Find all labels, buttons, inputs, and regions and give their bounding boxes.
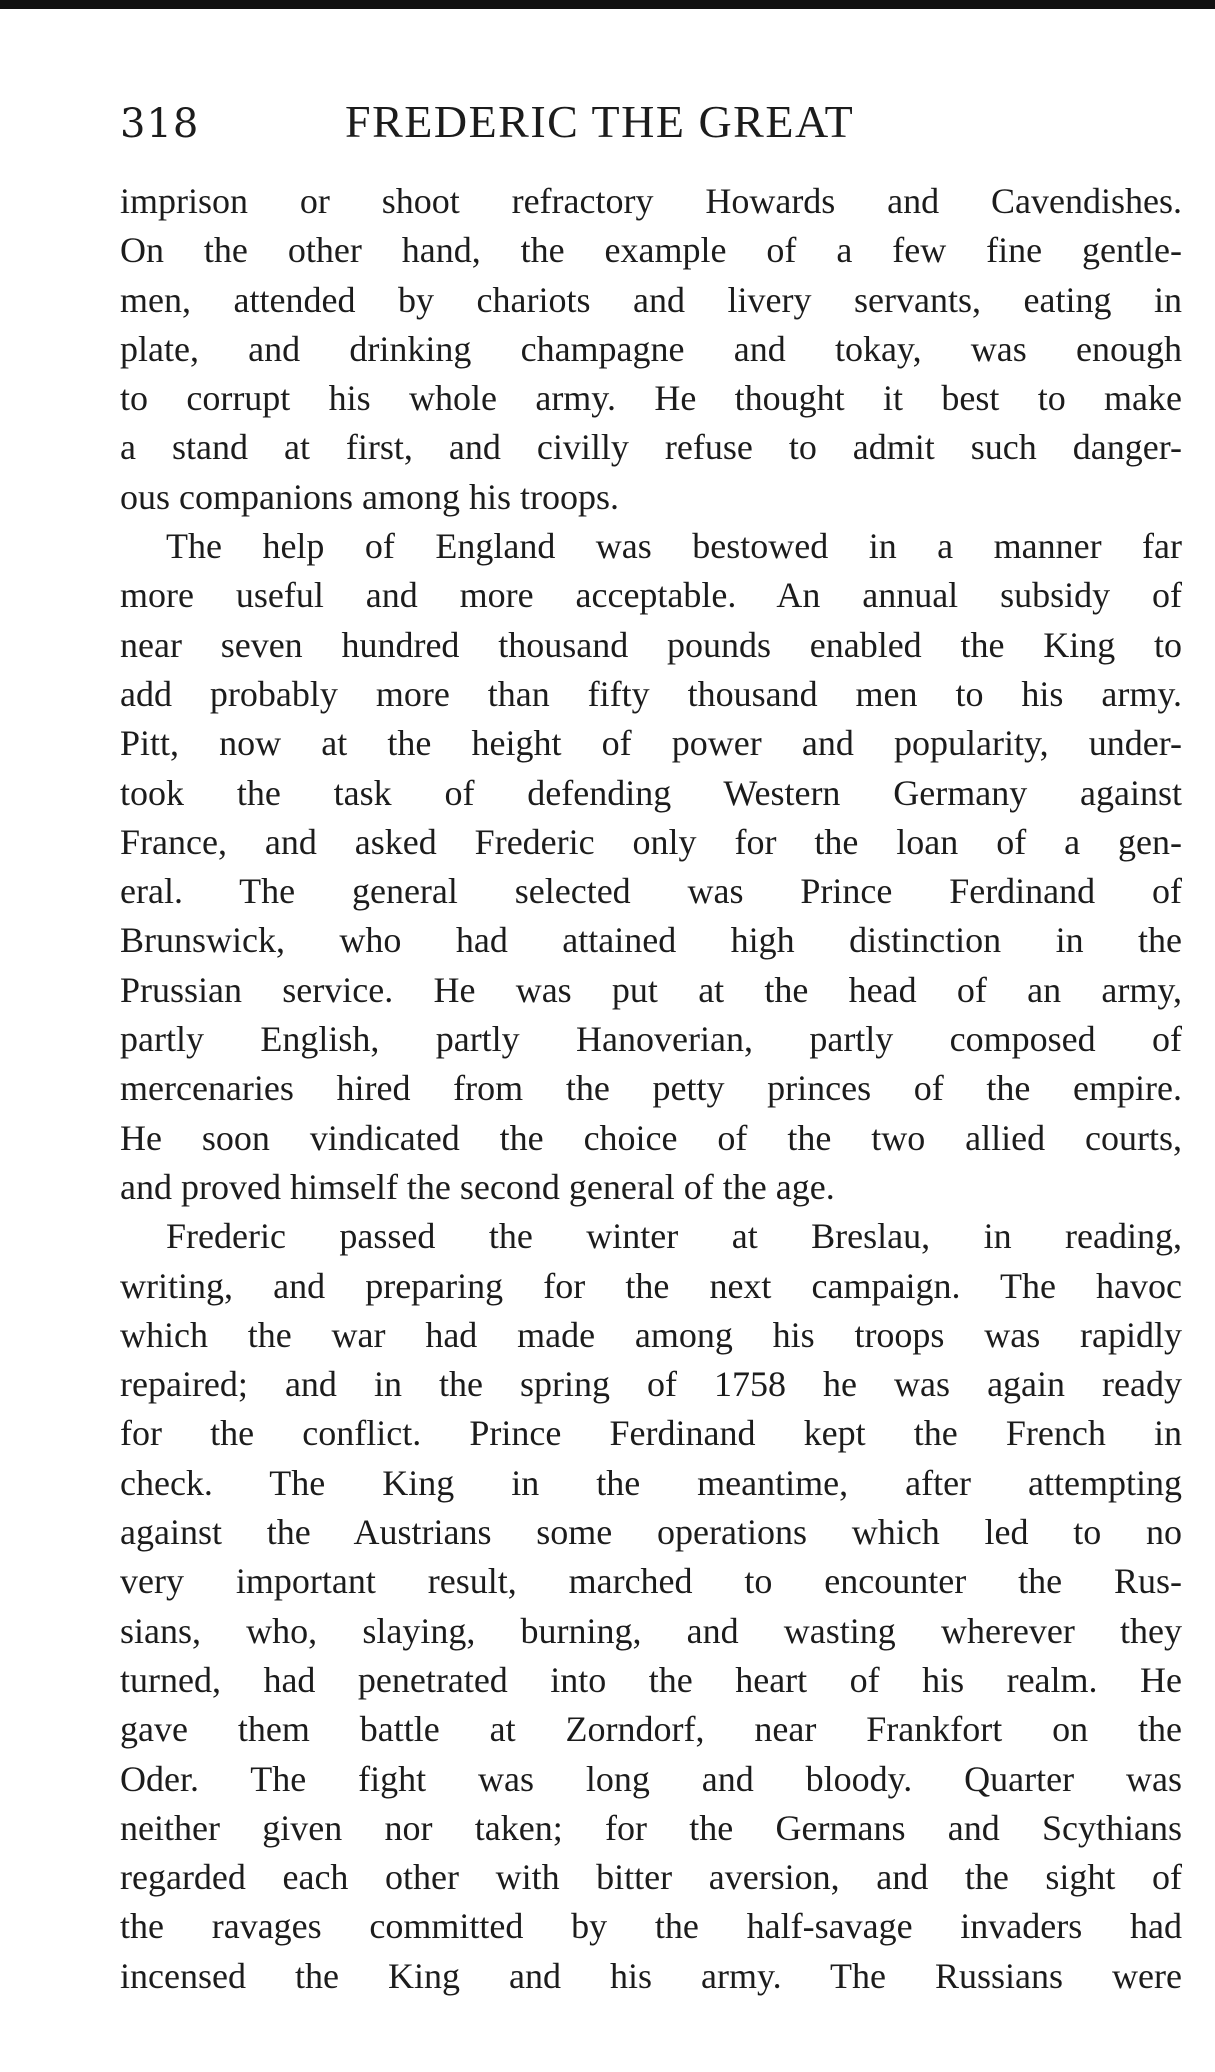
text-line: France, and asked Frederic only for the loan of a gen- (120, 821, 1182, 862)
text-line: to corrupt his whole army. He thought it best to make (120, 378, 1182, 419)
text-line: imprison or shoot refractory Howards and Cavendishes. (120, 181, 1182, 221)
text-line: regarded each other with bitter aversion, and the sight of (120, 1857, 1182, 1898)
body-text (120, 177, 1182, 2001)
text-line: took the task of defending Western Germany against (120, 772, 1182, 813)
text-line: men, attended by chariots and livery servants, eating in (120, 279, 1182, 320)
text-line: Pitt, now at the height of power and popularity, under- (120, 723, 1182, 764)
page-number: 318 (120, 101, 200, 147)
text-line: more useful and more acceptable. An annual subsidy of (120, 575, 1182, 616)
text-line: Brunswick, who had attained high distinction in the (120, 920, 1182, 961)
text-line: ous companions among his troops. (120, 476, 619, 517)
text-line: a stand at first, and civilly refuse to admit such danger- (120, 427, 1182, 468)
text-line: On the other hand, the example of a few fine gentle- (120, 230, 1182, 271)
text-line: repaired; and in the spring of 1758 he was again ready (120, 1364, 1182, 1405)
text-line: very important result, marched to encounter the Rus- (120, 1561, 1182, 1602)
text-line: for the conflict. Prince Ferdinand kept the French in (120, 1413, 1182, 1454)
text-line: check. The King in the meantime, after attempting (120, 1462, 1182, 1503)
text-line: near seven hundred thousand pounds enabled the King to (120, 624, 1182, 665)
text-line: against the Austrians some operations which led to no (120, 1512, 1182, 1553)
text-line: writing, and preparing for the next campaign. The havoc (120, 1265, 1182, 1306)
top-rule (0, 0, 1215, 9)
text-line: Frederic passed the winter at Breslau, in reading, (166, 1216, 1182, 1257)
text-line: gave them battle at Zorndorf, near Frankfort on the (120, 1709, 1182, 1750)
text-line: the ravages committed by the half-savage invaders had (120, 1906, 1182, 1947)
text-line: and proved himself the second general of the age. (120, 1166, 835, 1207)
text-line: mercenaries hired from the petty princes of the empire. (120, 1068, 1182, 1109)
text-line: The help of England was bestowed in a manner far (166, 526, 1182, 567)
text-line: Oder. The fight was long and bloody. Quarter was (120, 1758, 1182, 1799)
text-line: which the war had made among his troops was rapidly (120, 1314, 1182, 1355)
text-line: incensed the King and his army. The Russians were (120, 1955, 1182, 1996)
text-line: partly English, partly Hanoverian, partly composed of (120, 1019, 1182, 1060)
text-line: turned, had penetrated into the heart of his realm. He (120, 1659, 1182, 1700)
text-line: add probably more than fifty thousand men to his army. (120, 673, 1182, 714)
text-line: eral. The general selected was Prince Ferdinand of (120, 871, 1182, 912)
text-line: He soon vindicated the choice of the two allied courts, (120, 1117, 1182, 1158)
text-line: neither given nor taken; for the Germans and Scythians (120, 1807, 1182, 1848)
text-line: sians, who, slaying, burning, and wasting wherever they (120, 1610, 1182, 1651)
text-line: Prussian service. He was put at the head of an army, (120, 969, 1182, 1010)
text-line: plate, and drinking champagne and tokay, was enough (120, 328, 1182, 369)
running-title: FREDERIC THE GREAT (345, 96, 855, 147)
